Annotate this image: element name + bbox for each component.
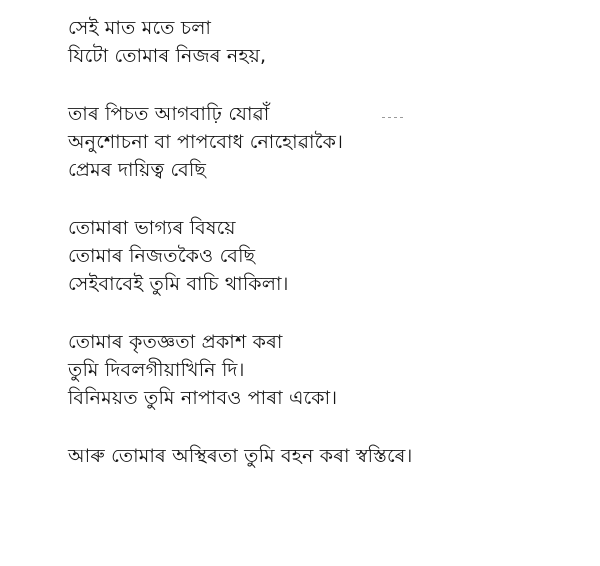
- poem-line: যিটো তোমাৰ নিজৰ নহয়,: [68, 45, 267, 67]
- stanza-3: [68, 214, 600, 298]
- scan-mark: [382, 117, 404, 118]
- poem-line: অনুশোচনা বা পাপবোধ নোহোৱাকৈ।: [68, 131, 344, 153]
- poem-line: তোমাৰ কৃতজ্ঞতা প্ৰকাশ কৰা: [68, 331, 283, 353]
- stanza-1: [68, 14, 600, 70]
- poem-line: সেই মাত মতে চলা: [68, 17, 212, 39]
- poem-line: প্ৰেমৰ দায়িত্ব বেছি: [68, 159, 207, 181]
- poem-line: বিনিময়ত তুমি নাপাবও পাৰা একো।: [68, 387, 338, 409]
- stanza-4: [68, 328, 600, 412]
- poem-line: তোমাৰা ভাগ্যৰ বিষয়ে: [68, 217, 236, 239]
- poem-line: আৰু তোমাৰ অস্থিৰতা তুমি বহন কৰা স্বস্তিৰে।: [68, 445, 413, 467]
- poem-line: তাৰ পিচত আগবাঢ়ি যোৱাঁ: [68, 103, 270, 125]
- poem-line: তুমি দিবলগীয়াখিনি দি।: [68, 359, 245, 381]
- poem-line: তোমাৰ নিজতকৈও বেছি: [68, 245, 256, 267]
- poem-line: সেইবাবেই তুমি বাচি থাকিলা।: [68, 273, 289, 295]
- stanza-2: [68, 100, 600, 184]
- stanza-5: [68, 442, 600, 470]
